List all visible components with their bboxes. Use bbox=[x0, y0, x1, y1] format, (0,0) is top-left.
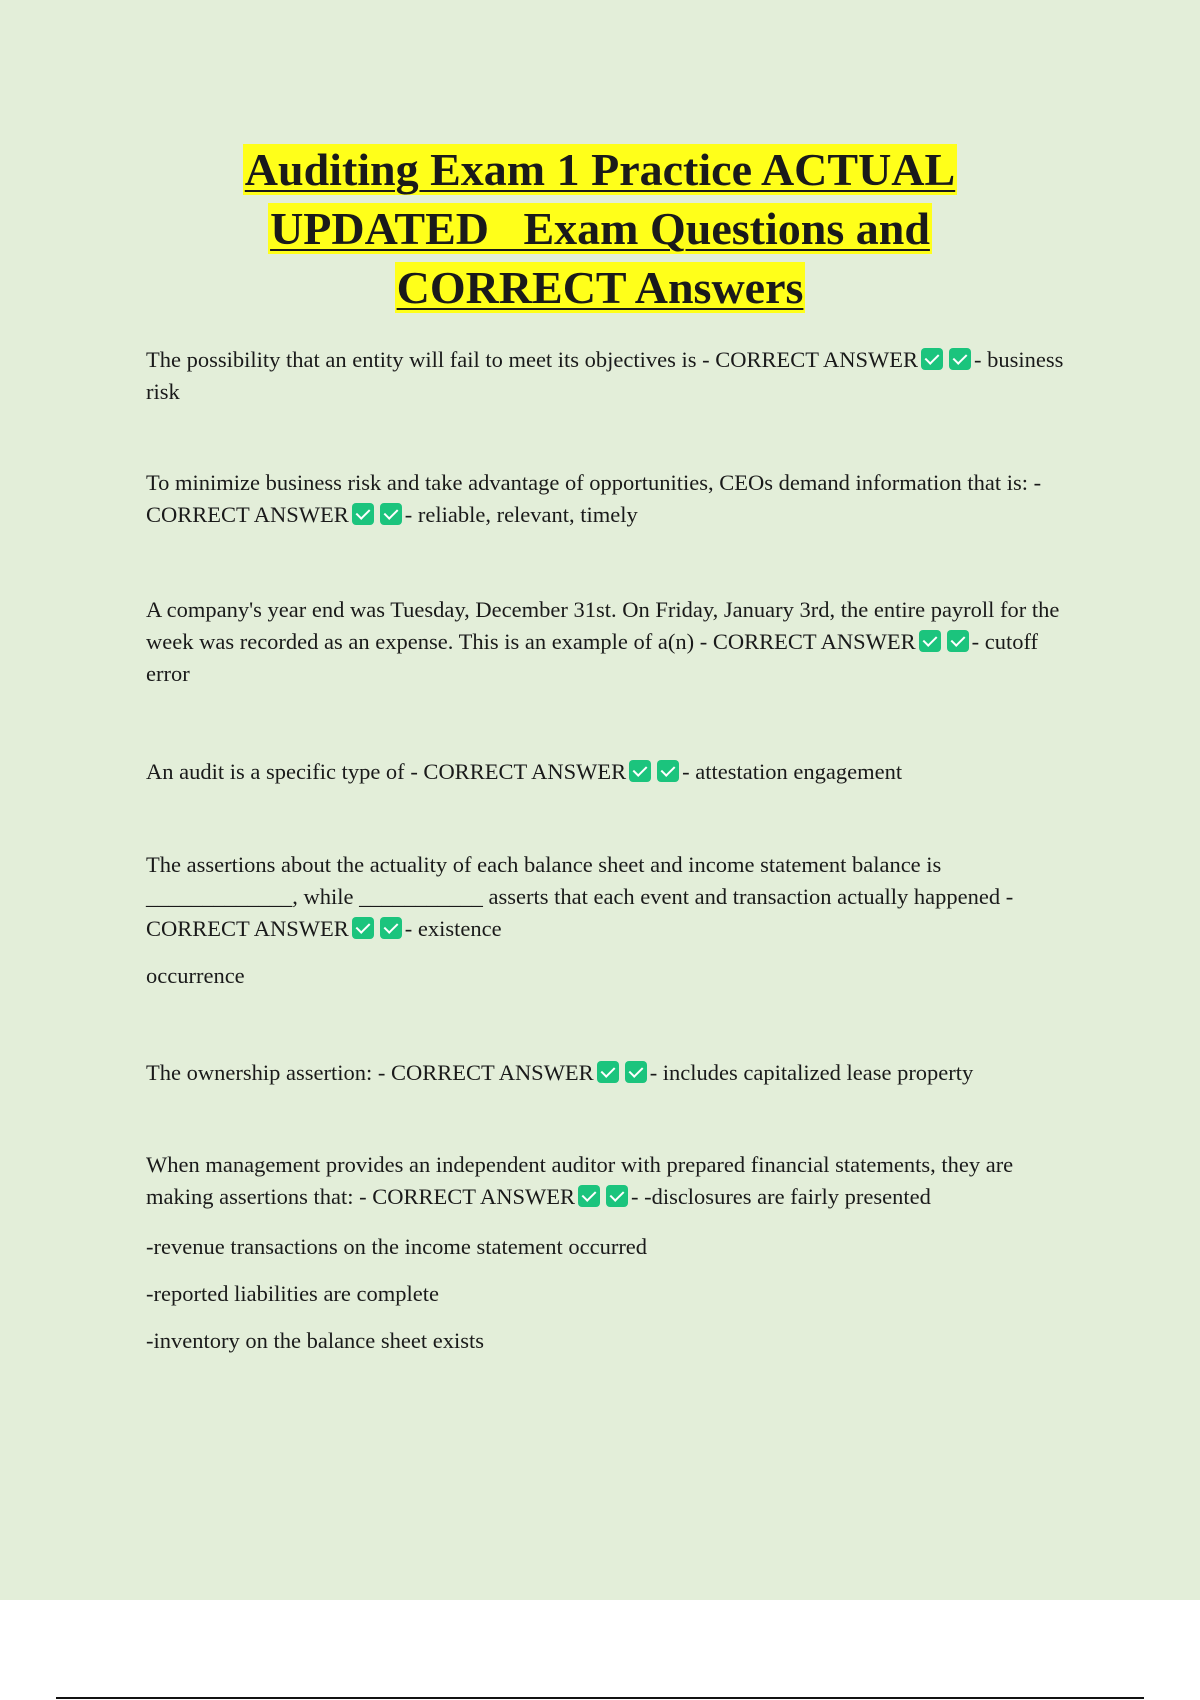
answer-text: - attestation engagement bbox=[682, 759, 903, 784]
check-icon bbox=[597, 1061, 619, 1083]
answer-text: - includes capitalized lease property bbox=[649, 1060, 974, 1085]
check-icon bbox=[921, 348, 943, 370]
question-text: The ownership assertion: bbox=[146, 1060, 373, 1085]
check-icon bbox=[352, 917, 374, 939]
answer-extra-line: -inventory on the balance sheet exists bbox=[146, 1328, 485, 1353]
title-line-3: CORRECT Answers bbox=[396, 262, 804, 313]
document-title bbox=[100, 140, 1100, 317]
answer-text: - -disclosures are fairly presented bbox=[630, 1184, 931, 1209]
question-text: The assertions about the actuality of each balance sheet and income statement balance is _____________, while ___________ asserts that each event and transaction actually happened bbox=[146, 852, 1001, 909]
qa-item bbox=[146, 1057, 1086, 1089]
question-text: An audit is a specific type of bbox=[146, 759, 405, 784]
check-icon bbox=[919, 630, 941, 652]
answer-text: - business risk bbox=[146, 347, 1064, 404]
check-icon bbox=[352, 503, 374, 525]
title-line-2: UPDATED Exam Questions and bbox=[270, 203, 930, 254]
answer-text: - cutoff error bbox=[146, 629, 1039, 686]
check-icon bbox=[947, 630, 969, 652]
answer-extra-line: occurrence bbox=[146, 963, 245, 988]
check-icon bbox=[380, 917, 402, 939]
footer-divider bbox=[56, 1697, 1144, 1699]
answer-extra-line: -reported liabilities are complete bbox=[146, 1281, 439, 1306]
question-text: When management provides an independent auditor with prepared financial statements, they are making assertions that: bbox=[146, 1152, 1014, 1209]
check-icon bbox=[657, 760, 679, 782]
answer-marker: - CORRECT ANSWER bbox=[146, 470, 1042, 527]
check-icon bbox=[578, 1185, 600, 1207]
answer-marker: - CORRECT ANSWER bbox=[359, 1184, 575, 1209]
qa-item bbox=[146, 849, 1086, 945]
answer-marker: - CORRECT ANSWER bbox=[702, 347, 919, 372]
answer-marker: - CORRECT ANSWER bbox=[146, 884, 1014, 941]
answer-text: - existence bbox=[404, 916, 502, 941]
answer-marker: - CORRECT ANSWER bbox=[699, 629, 916, 654]
question-text: The possibility that an entity will fail to meet its objectives is bbox=[146, 347, 697, 372]
qa-item bbox=[146, 756, 1086, 788]
check-icon bbox=[606, 1185, 628, 1207]
check-icon bbox=[629, 760, 651, 782]
check-icon bbox=[949, 348, 971, 370]
answer-marker: - CORRECT ANSWER bbox=[377, 1060, 594, 1085]
qa-item bbox=[146, 594, 1086, 690]
qa-item bbox=[146, 467, 1086, 531]
check-icon bbox=[625, 1061, 647, 1083]
qa-item bbox=[146, 344, 1086, 408]
check-icon bbox=[380, 503, 402, 525]
answer-marker: - CORRECT ANSWER bbox=[410, 759, 627, 784]
answer-extra-line: -revenue transactions on the income statement occurred bbox=[146, 1234, 648, 1259]
question-text: To minimize business risk and take advantage of opportunities, CEOs demand information that is: bbox=[146, 470, 1029, 495]
title-line-1: Auditing Exam 1 Practice ACTUAL bbox=[244, 144, 956, 195]
question-text: A company's year end was Tuesday, December 31st. On Friday, January 3rd, the entire payroll for the week was recorded as an expense. This is an example of a(n) bbox=[146, 597, 1060, 654]
qa-item bbox=[146, 1149, 1086, 1213]
answer-text: - reliable, relevant, timely bbox=[404, 502, 638, 527]
